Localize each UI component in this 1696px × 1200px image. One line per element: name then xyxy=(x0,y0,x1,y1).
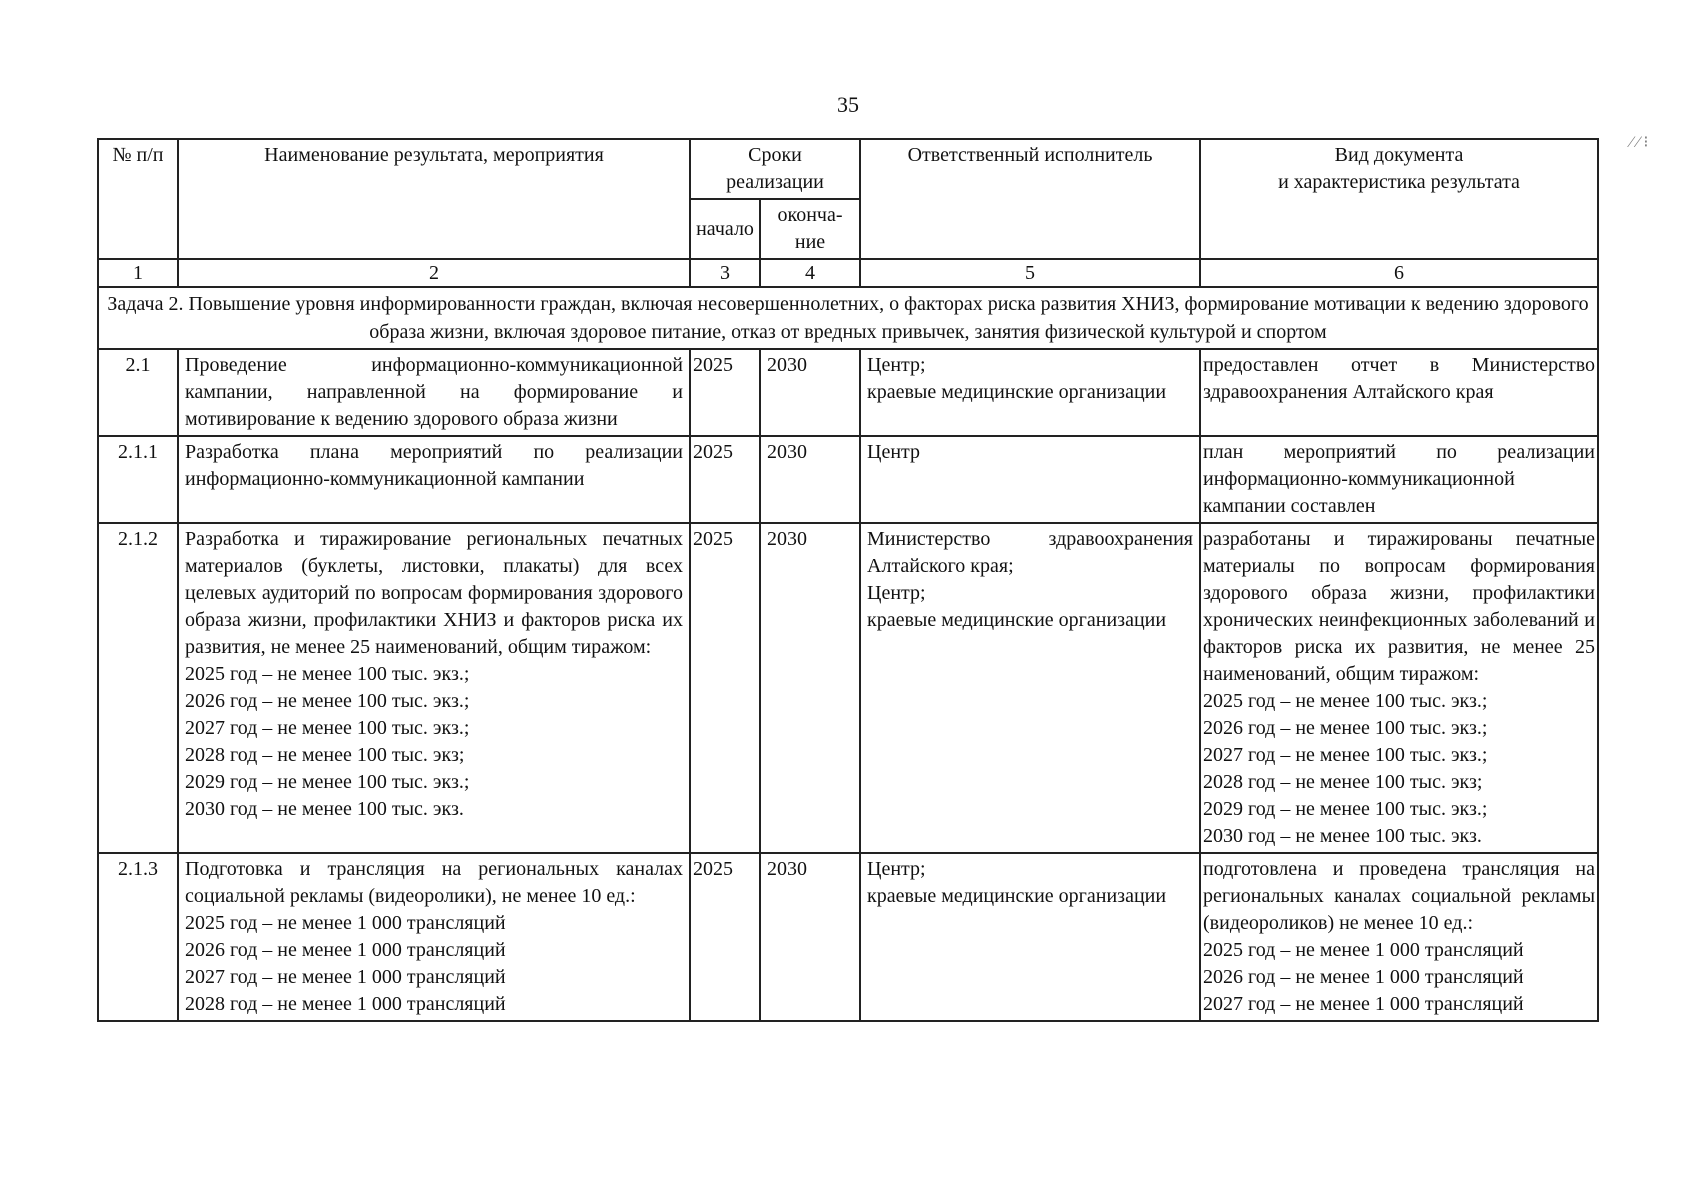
responsible-line: краевые медицинские организации xyxy=(867,885,1167,907)
header-terms: Сроки реализации xyxy=(690,139,860,199)
task-title: Задача 2. Повышение уровня информированности граждан, включая несовершеннолетних, о факторах риска развития ХНИЗ, формирование мотивации к ведению здорового образа жизни, включая здоровое питание, отказ от вредных привычек, занятия физической культурой и спортом xyxy=(98,287,1598,349)
row-end-year: 2030 xyxy=(760,349,860,436)
row-document-line: 2025 год – не менее 1 000 трансляций xyxy=(1203,939,1524,961)
row-number: 2.1.2 xyxy=(98,523,178,853)
row-name-line: 2029 год – не менее 100 тыс. экз.; xyxy=(185,771,470,793)
row-number: 2.1 xyxy=(98,349,178,436)
row-document-line: 2028 год – не менее 100 тыс. экз; xyxy=(1203,771,1483,793)
header-row xyxy=(98,139,1598,199)
table-row xyxy=(98,523,1598,853)
responsible-line: Центр; xyxy=(867,858,926,880)
row-start-year: 2025 xyxy=(690,523,760,853)
row-number: 2.1.3 xyxy=(98,853,178,1021)
row-name-line: 2026 год – не менее 1 000 трансляций xyxy=(185,939,506,961)
row-responsible xyxy=(860,523,1200,853)
row-end-year: 2030 xyxy=(760,523,860,853)
row-end-year: 2030 xyxy=(760,853,860,1021)
table-row xyxy=(98,349,1598,436)
responsible-line: Министерство здравоохранения Алтайского края; xyxy=(867,528,1194,577)
row-number: 2.1.1 xyxy=(98,436,178,523)
header-document xyxy=(1200,139,1598,259)
header-responsible: Ответственный исполнитель xyxy=(860,139,1200,259)
column-number: 2 xyxy=(178,259,690,287)
row-name-text: Разработка и тиражирование региональных печатных материалов (буклеты, листовки, плакаты) для всех целевых аудиторий по вопросам формирования здорового образа жизни, профилактики ХНИЗ и факторов риска их развития, не менее 25 наименований, общим тиражом: xyxy=(185,528,683,658)
row-document-line: 2026 год – не менее 100 тыс. экз.; xyxy=(1203,717,1488,739)
row-name-text: Подготовка и трансляция на региональных каналах социальной рекламы (видеоролики), не менее 10 ед.: xyxy=(185,858,683,907)
row-responsible xyxy=(860,436,1200,523)
row-document-text: разработаны и тиражированы печатные материалы по вопросам формирования здорового образа жизни, профилактики хронических неинфекционных заболеваний и факторов риска их развития, не менее 25 наименований, общим тиражом: xyxy=(1203,528,1596,685)
column-numbers-row xyxy=(98,259,1598,287)
row-name-text: Проведение информационно-коммуникационной кампании, направленной на формирование и мотивирование к ведению здорового образа жизни xyxy=(185,354,683,430)
column-number: 5 xyxy=(860,259,1200,287)
row-name-text: Разработка плана мероприятий по реализации информационно-коммуникационной кампании xyxy=(185,441,683,490)
column-number: 3 xyxy=(690,259,760,287)
header-doc-line2: и характеристика результата xyxy=(1278,171,1520,193)
row-document-text: предоставлен отчет в Министерство здравоохранения Алтайского края xyxy=(1203,354,1596,403)
header-end: оконча-ние xyxy=(760,199,860,259)
row-document-line: 2025 год – не менее 100 тыс. экз.; xyxy=(1203,690,1488,712)
row-end-year: 2030 xyxy=(760,436,860,523)
row-name xyxy=(178,349,690,436)
row-document-text: подготовлена и проведена трансляция на региональных каналах социальной рекламы (видеороликов) не менее 10 ед.: xyxy=(1203,858,1596,934)
row-name xyxy=(178,853,690,1021)
row-document-line: 2027 год – не менее 100 тыс. экз.; xyxy=(1203,744,1488,766)
row-document xyxy=(1200,853,1598,1021)
row-document xyxy=(1200,523,1598,853)
column-number: 6 xyxy=(1200,259,1598,287)
row-name-line: 2028 год – не менее 1 000 трансляций xyxy=(185,993,506,1015)
activities-table xyxy=(97,138,1599,1022)
row-document xyxy=(1200,349,1598,436)
row-name xyxy=(178,523,690,853)
row-name-line: 2030 год – не менее 100 тыс. экз. xyxy=(185,798,464,820)
row-name-line: 2025 год – не менее 1 000 трансляций xyxy=(185,912,506,934)
row-name-line: 2028 год – не менее 100 тыс. экз; xyxy=(185,744,465,766)
responsible-line: краевые медицинские организации xyxy=(867,381,1167,403)
responsible-line: краевые медицинские организации xyxy=(867,609,1167,631)
table-row xyxy=(98,853,1598,1021)
responsible-line: Центр; xyxy=(867,582,926,604)
responsible-line: Центр xyxy=(867,441,921,463)
header-num: № п/п xyxy=(98,139,178,259)
responsible-line: Центр; xyxy=(867,354,926,376)
row-name-line: 2027 год – не менее 1 000 трансляций xyxy=(185,966,506,988)
row-document-text: план мероприятий по реализации информационно-коммуникационной кампании составлен xyxy=(1203,441,1596,517)
row-document-line: 2026 год – не менее 1 000 трансляций xyxy=(1203,966,1524,988)
page-number: 35 xyxy=(837,92,859,117)
task-row xyxy=(98,287,1598,349)
table-row xyxy=(98,436,1598,523)
row-name-line: 2026 год – не менее 100 тыс. экз.; xyxy=(185,690,470,712)
header-name: Наименование результата, мероприятия xyxy=(178,139,690,259)
row-name-line: 2027 год – не менее 100 тыс. экз.; xyxy=(185,717,470,739)
column-number: 1 xyxy=(98,259,178,287)
row-document-line: 2030 год – не менее 100 тыс. экз. xyxy=(1203,825,1482,847)
row-responsible xyxy=(860,853,1200,1021)
header-start: начало xyxy=(690,199,760,259)
row-responsible xyxy=(860,349,1200,436)
column-number: 4 xyxy=(760,259,860,287)
row-document xyxy=(1200,436,1598,523)
row-name xyxy=(178,436,690,523)
row-document-line: 2029 год – не менее 100 тыс. экз.; xyxy=(1203,798,1488,820)
row-start-year: 2025 xyxy=(690,349,760,436)
row-document-line: 2027 год – не менее 1 000 трансляций xyxy=(1203,993,1524,1015)
row-start-year: 2025 xyxy=(690,853,760,1021)
row-start-year: 2025 xyxy=(690,436,760,523)
header-doc-line1: Вид документа xyxy=(1334,144,1464,166)
row-name-line: 2025 год – не менее 100 тыс. экз.; xyxy=(185,663,470,685)
margin-marks: ⁄ ⁄ ⁝ xyxy=(1630,134,1649,151)
